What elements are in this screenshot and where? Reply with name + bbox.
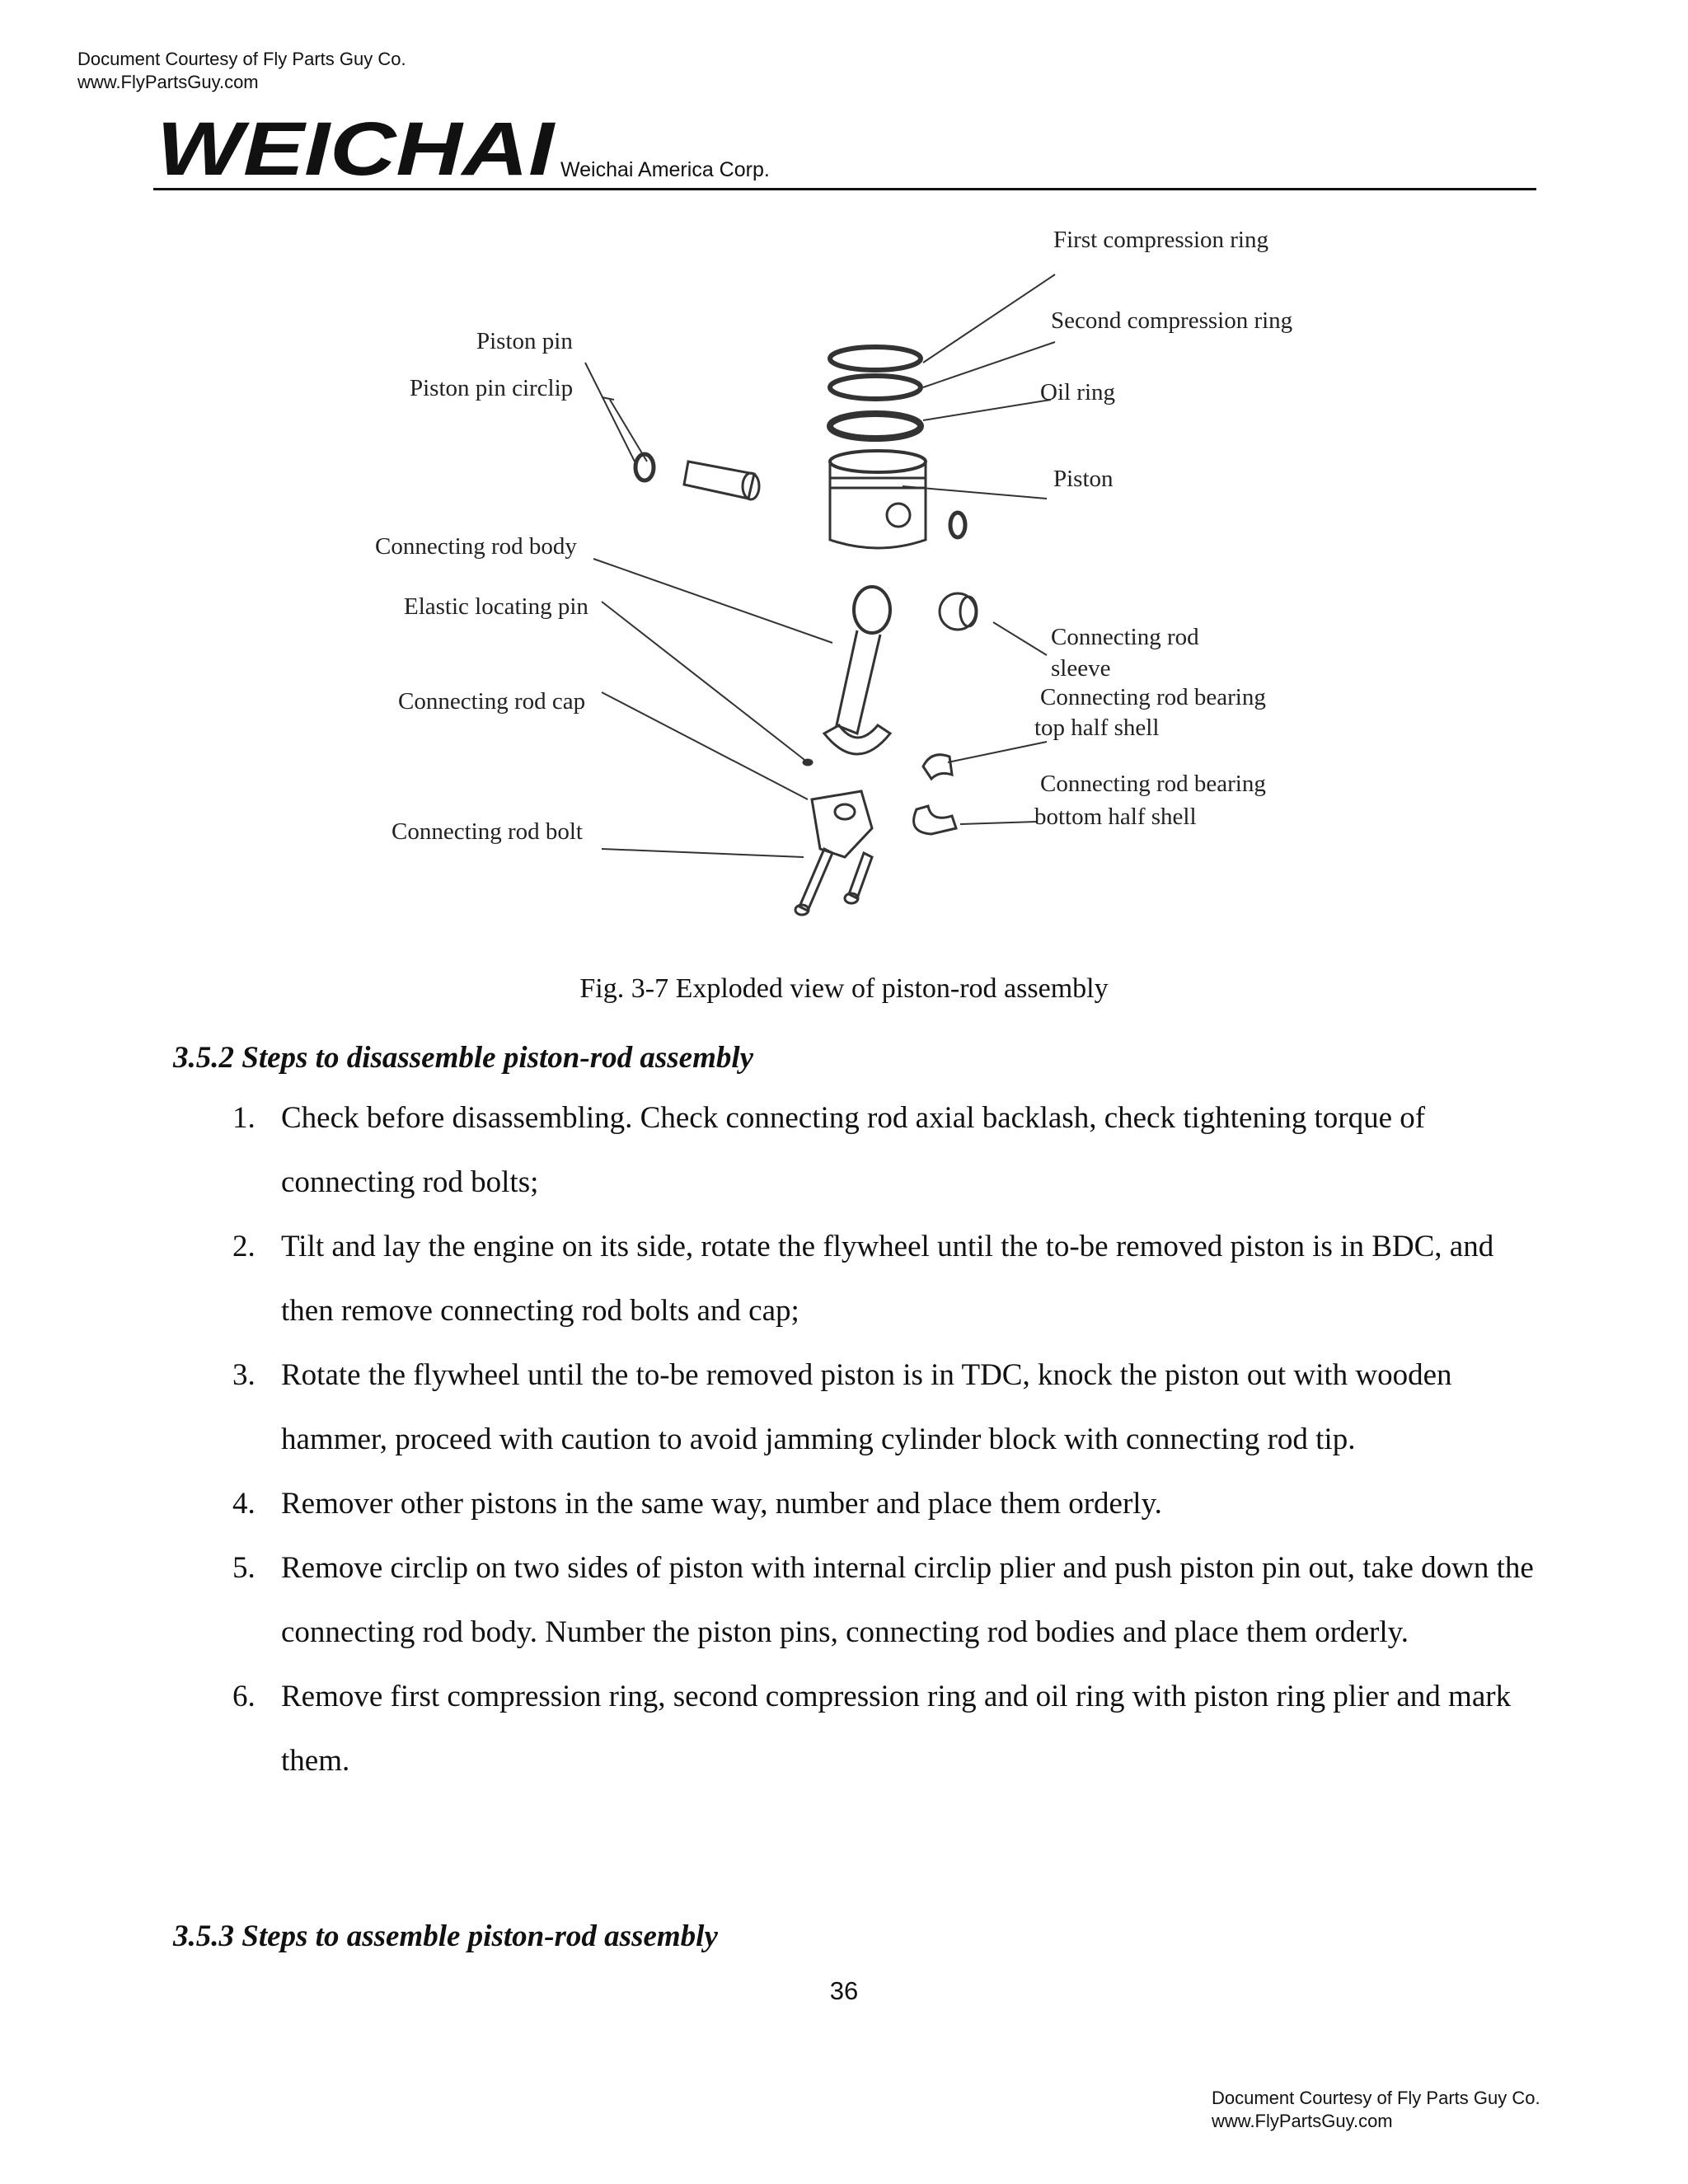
page-header (153, 115, 1536, 191)
courtesy-note-bottom (1212, 2087, 1540, 2133)
first-compression-ring (830, 347, 921, 370)
oil-ring (830, 414, 921, 438)
weichai-logo (153, 115, 557, 181)
connecting-rod-cap (812, 791, 872, 857)
figure-caption: Fig. 3-7 Exploded view of piston-rod assembly (579, 973, 1109, 1004)
step-number: 6. (232, 1680, 256, 1713)
step-text: Remove first compression ring, second compression ring and oil ring with piston ring plier and mark them. (281, 1680, 1512, 1778)
label-oil-ring: Oil ring (1040, 379, 1116, 405)
leader-line (948, 742, 1047, 762)
header-rule (153, 188, 1536, 190)
step-text: Tilt and lay the engine on its side, rotate the flywheel until the to-be removed piston is in BDC, and then remove connecting rod bolts and cap; (281, 1230, 1494, 1328)
courtesy-note-top (77, 48, 406, 94)
courtesy-line: Document Courtesy of Fly Parts Guy Co. (77, 49, 406, 69)
page-number: 36 (829, 1976, 859, 2005)
label-piston: Piston (1053, 466, 1114, 492)
label-bearing-top-half-shell: Connecting rod bearing (1040, 684, 1266, 710)
courtesy-line: Document Courtesy of Fly Parts Guy Co. (1212, 2088, 1540, 2108)
svg-text:WEICHAI: WEICHAI (157, 115, 556, 181)
connecting-rod-body (824, 587, 890, 754)
label-connecting-rod-body: Connecting rod body (375, 533, 577, 560)
piston-pin-circlip (950, 513, 965, 537)
label-connecting-rod-sleeve: Connecting rod (1051, 624, 1199, 650)
label-piston-pin: Piston pin (476, 328, 573, 354)
step-text: Remove circlip on two sides of piston with internal circlip plier and push piston pin out, take down the connecting rod body. Number the piston pins, connecting rod bodies and place them orderly. (281, 1551, 1534, 1649)
label-bearing-bottom-half-shell: Connecting rod bearing (1040, 771, 1266, 797)
elastic-locating-pin (803, 759, 813, 766)
courtesy-url: www.FlyPartsGuy.com (77, 72, 259, 92)
courtesy-url: www.FlyPartsGuy.com (1212, 2111, 1393, 2131)
company-name: Weichai America Corp. (560, 158, 770, 181)
list-item (0, 1343, 1688, 1472)
leader-line (610, 400, 647, 462)
leader-line (960, 822, 1037, 824)
bearing-bottom-half-shell (914, 806, 956, 834)
list-item (0, 1536, 1688, 1665)
list-item (0, 1472, 1688, 1536)
list-item (0, 1086, 1688, 1215)
label-elastic-locating-pin: Elastic locating pin (404, 593, 588, 620)
connecting-rod-sleeve (940, 593, 977, 630)
piston (830, 451, 926, 548)
section-heading: 3.5.3 Steps to assemble piston-rod assembly (173, 1919, 718, 1953)
label-bearing-top-half-shell: top half shell (1034, 715, 1160, 741)
step-text: Remover other pistons in the same way, number and place them orderly. (281, 1487, 1162, 1521)
bearing-top-half-shell (923, 755, 952, 779)
label-connecting-rod-cap: Connecting rod cap (398, 688, 586, 715)
leader-line (602, 849, 804, 857)
exploded-view-figure (363, 223, 1352, 931)
label-piston-pin-circlip: Piston pin circlip (410, 375, 574, 401)
step-number: 1. (232, 1101, 256, 1135)
step-number: 2. (232, 1230, 256, 1263)
list-item (0, 1665, 1688, 1793)
section-heading: 3.5.2 Steps to disassemble piston-rod assembly (173, 1041, 754, 1075)
leader-line (602, 692, 808, 799)
step-number: 5. (232, 1551, 256, 1585)
disassembly-steps (0, 1086, 1688, 1793)
label-connecting-rod-bolt: Connecting rod bolt (392, 818, 583, 845)
step-text: Rotate the flywheel until the to-be removed piston is in TDC, knock the piston out with wooden hammer, proceed with caution to avoid jamming cylinder block with connecting rod tip. (281, 1358, 1452, 1456)
piston-rod-diagram (363, 223, 1352, 931)
step-text: Check before disassembling. Check connecting rod axial backlash, check tightening torque of connecting rod bolts; (281, 1101, 1426, 1199)
piston-pin (684, 462, 759, 499)
leader-line (585, 363, 635, 462)
label-second-compression-ring: Second compression ring (1051, 307, 1293, 334)
leader-line (993, 622, 1047, 655)
leader-line (923, 400, 1051, 420)
step-number: 3. (232, 1358, 256, 1392)
label-connecting-rod-sleeve: sleeve (1051, 655, 1111, 682)
leader-line (602, 602, 808, 762)
list-item (0, 1215, 1688, 1343)
leader-line (593, 559, 832, 643)
connecting-rod-bolt (795, 849, 872, 915)
label-first-compression-ring: First compression ring (1053, 227, 1268, 253)
second-compression-ring (830, 376, 921, 399)
label-bearing-bottom-half-shell: bottom half shell (1034, 804, 1197, 830)
step-number: 4. (232, 1487, 256, 1521)
